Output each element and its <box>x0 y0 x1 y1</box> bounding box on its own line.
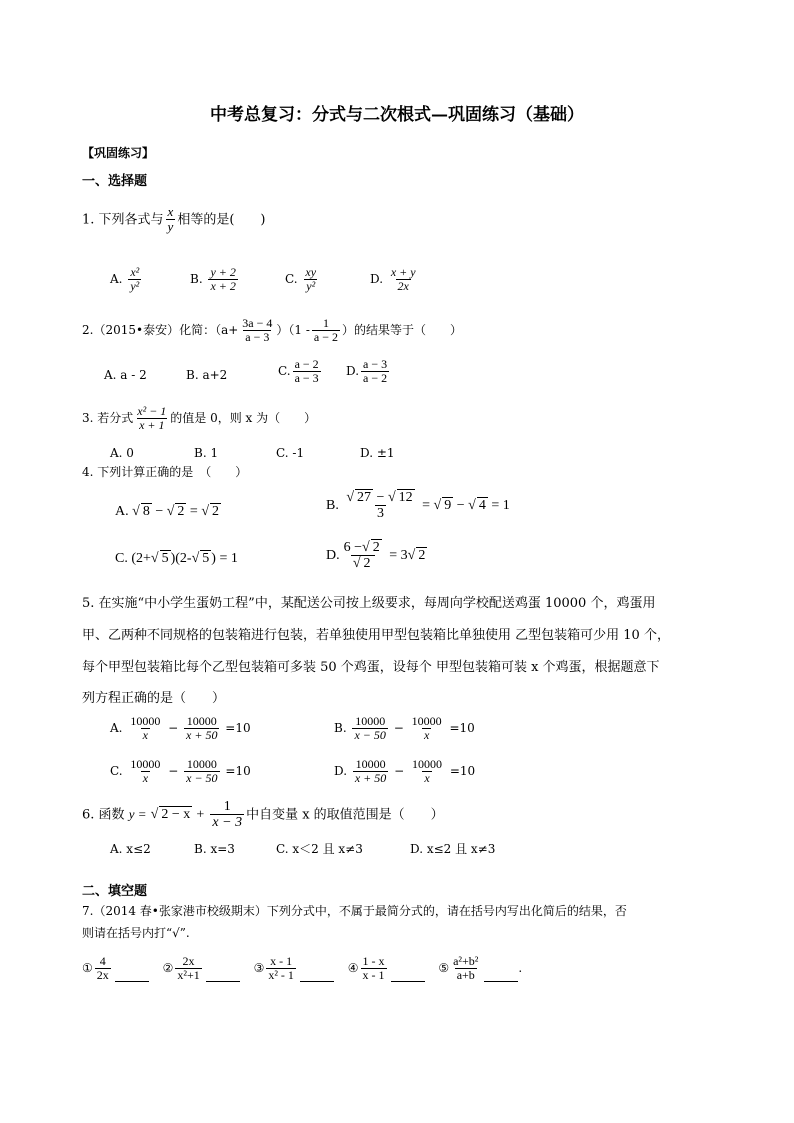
q5-a-n1: 10000 <box>130 714 161 728</box>
q4-option-c <box>115 552 238 566</box>
q1-b-frac <box>208 266 237 293</box>
q7-items <box>82 955 522 982</box>
q5-b-label: B. <box>334 721 347 736</box>
q6-stem-pre: 6. 函数 <box>82 807 125 823</box>
q2-frac1-den: a − 3 <box>245 330 270 345</box>
q5-b-n2: 10000 <box>411 714 442 728</box>
q1-b-den: x + 2 <box>210 279 236 294</box>
q5-b-frac2 <box>410 715 444 742</box>
q5-d-label: D. <box>334 764 348 779</box>
q1-d-frac <box>389 266 418 293</box>
sqrt-icon <box>388 490 396 505</box>
q3-option-d: D. ±1 <box>360 446 395 460</box>
q4-d-num <box>342 540 384 555</box>
minus-sign: − <box>393 721 404 736</box>
q2-d-frac <box>361 358 389 385</box>
question-4: 4. 下列计算正确的是 （ ） <box>82 465 248 479</box>
q7-frac-4 <box>361 955 387 982</box>
q7-den-3: x² - 1 <box>268 968 294 983</box>
q2-option-d <box>346 358 391 385</box>
q5-c-d2: x − 50 <box>186 771 218 786</box>
q2-stem-pre: 2.（2015•泰安）化简：（a+ <box>82 323 239 338</box>
q5-a-rhs: =10 <box>225 721 251 736</box>
answer-blank[interactable] <box>300 981 334 982</box>
q4-d-result-pre: = 3 <box>389 548 408 564</box>
q4-a-rad2: 2 <box>177 504 185 519</box>
q5-option-a <box>110 715 251 742</box>
q7-num-1: 4 <box>99 954 106 968</box>
q7-item-2 <box>162 954 240 983</box>
q5-a-label: A. <box>110 721 123 736</box>
sqrt-icon <box>408 548 416 563</box>
q3-frac <box>135 405 168 432</box>
q2-option-a: A. a - 2 <box>104 368 147 382</box>
q5-b-n1: 10000 <box>355 714 386 728</box>
q3-stem-pre: 3. 若分式 <box>82 411 134 426</box>
q4-b-label: B. <box>326 498 339 514</box>
q4-d-den-rad: 2 <box>363 556 371 572</box>
q5-d-frac2 <box>410 758 444 785</box>
q5-a-d2: x + 50 <box>186 728 218 743</box>
q1-stem-post: 相等的是( ) <box>177 212 266 228</box>
q7-item-1 <box>82 954 149 983</box>
q5-c-d1: x <box>142 771 149 786</box>
q7-frac-3 <box>266 955 296 982</box>
q5-d-frac1 <box>353 758 388 785</box>
minus-sign: − <box>168 764 179 779</box>
q5-c-label: C. <box>110 764 123 779</box>
q4-b-result: = 1 <box>491 498 510 514</box>
q2-frac1-num: 3a − 4 <box>242 316 273 330</box>
q2-c-den: a − 3 <box>294 371 319 386</box>
q6-stem-post: 中自变量 x 的取值范围是（ ） <box>246 807 444 823</box>
q1-d-den: 2x <box>397 279 409 294</box>
minus-sign: − <box>394 764 405 779</box>
q4-c-label: C. <box>115 551 128 566</box>
q1-num: x <box>167 204 174 219</box>
q7-den-5: a+b <box>456 968 475 983</box>
q1-fraction <box>166 205 176 235</box>
q5-a-n2: 10000 <box>186 714 217 728</box>
answer-blank[interactable] <box>115 981 149 982</box>
q5-c-frac1 <box>128 758 162 785</box>
q3-den: x + 1 <box>139 418 165 433</box>
q5-option-d <box>334 758 475 785</box>
sqrt-icon <box>201 504 209 519</box>
minus-sign: − <box>168 721 179 736</box>
q1-a-frac <box>128 266 141 293</box>
q1-den: y <box>167 219 174 235</box>
minus-sign: − <box>155 504 164 519</box>
q1-c-frac <box>303 266 318 293</box>
answer-blank[interactable] <box>206 981 240 982</box>
q7-mark-4: ④ <box>347 961 359 976</box>
q7-frac-1 <box>95 955 111 982</box>
q6-frac <box>210 799 244 831</box>
q5-d-d1: x + 50 <box>354 771 387 786</box>
q7-num-3: x - 1 <box>270 954 293 968</box>
q2-d-num: a − 3 <box>363 357 388 371</box>
q1-d-num: x + y <box>390 265 416 279</box>
q2-stem-mid: ）（1 - <box>276 323 310 338</box>
q6-option-a: A. x≤2 <box>110 842 151 856</box>
sqrt-icon <box>151 807 159 822</box>
q2-option-b: B. a+2 <box>186 368 228 382</box>
q4-option-d <box>326 540 427 572</box>
q4-b-rad3: 9 <box>444 498 452 514</box>
q5-b-d1: x − 50 <box>354 728 386 743</box>
q3-option-c: C. -1 <box>276 446 305 460</box>
q7-num-2: 2x <box>182 954 195 968</box>
q2-c-frac <box>293 358 321 385</box>
q5-b-d2: x <box>423 728 430 743</box>
q5-a-d1: x <box>142 728 148 743</box>
q7-mark-5: ⑤ <box>438 961 450 976</box>
answer-blank[interactable] <box>391 981 425 982</box>
minus-sign: − <box>456 498 465 514</box>
q5-c-n2: 10000 <box>186 757 217 771</box>
q2-frac1 <box>240 317 274 344</box>
q5-line-4: 列方程正确的是（ ） <box>82 691 226 706</box>
q5-option-b <box>334 715 475 742</box>
q6-radicand: 2 − x <box>161 807 191 823</box>
q4-a-label: A. <box>115 504 129 519</box>
q3-option-b: B. 1 <box>194 446 219 460</box>
q7-mark-1: ① <box>82 961 93 976</box>
q1-b-label: B. <box>190 272 203 287</box>
q4-a-rad3: 2 <box>212 504 219 519</box>
section-heading-fill: 二、填空题 <box>82 884 148 899</box>
q5-line-2: 甲、乙两种不同规格的包装箱进行包装，若单独使用甲型包装箱比单独使用 乙型包装箱可少用 10 个， <box>82 628 670 643</box>
q6-option-c: C. x＜2 且 x≠3 <box>276 842 363 856</box>
q6-option-d: D. x≤2 且 x≠3 <box>410 842 496 856</box>
q5-d-d2: x <box>424 771 430 786</box>
q6-num: 1 <box>223 799 231 814</box>
q4-a-rad1: 8 <box>142 504 150 519</box>
sqrt-icon <box>434 498 442 513</box>
q5-a-frac1 <box>128 715 162 742</box>
q1-option-b <box>190 266 240 293</box>
q2-d-den: a − 2 <box>363 371 388 386</box>
q1-b-num: y + 2 <box>210 265 236 279</box>
q4-d-result-rad: 2 <box>418 548 426 564</box>
page-title: 中考总复习：分式与二次根式—巩固练习（基础） <box>210 105 584 125</box>
q6-option-b: B. x=3 <box>194 842 235 856</box>
q7-line-1: 7.（2014 春•张家港市校级期末）下列分式中，不属于最简分式的，请在括号内写出化简后的结果，否 <box>82 904 627 918</box>
q1-c-label: C. <box>285 272 298 287</box>
q2-stem-post: ）的结果等于（ ） <box>341 323 462 338</box>
q1-option-c <box>285 266 320 293</box>
q7-mark-2: ② <box>162 961 174 976</box>
q4-b-num: √ 27 − √ 12 <box>344 490 416 505</box>
q3-stem-post: 的值是 0，则 x 为（ ） <box>170 411 317 426</box>
q7-num-4: 1 - x <box>362 954 385 968</box>
q1-c-den: y² <box>306 279 316 294</box>
q1-a-num: x² <box>130 265 140 279</box>
q5-c-frac2 <box>184 758 219 785</box>
q7-den-1: 2x <box>96 968 109 983</box>
q2-c-num: a − 2 <box>294 357 319 371</box>
q4-c-rad2: 5 <box>202 551 210 566</box>
q2-frac2 <box>312 317 340 344</box>
answer-blank[interactable] <box>484 981 518 982</box>
q7-item-3 <box>253 954 334 983</box>
q7-den-2: x²+1 <box>177 968 200 983</box>
q1-option-a <box>110 266 143 293</box>
q7-den-4: x - 1 <box>362 968 385 983</box>
sqrt-icon <box>167 504 175 519</box>
equals-sign: = <box>422 498 431 514</box>
q4-d-num-rad: 2 <box>372 540 380 555</box>
q7-mark-3: ③ <box>253 961 265 976</box>
q5-d-n1: 10000 <box>355 757 386 771</box>
q1-a-den: y² <box>130 279 140 294</box>
q1-stem-pre: 1. 下列各式与 <box>82 212 164 228</box>
q5-c-rhs: =10 <box>225 764 251 779</box>
q4-d-num-pre: 6 − <box>343 540 363 555</box>
question-1 <box>82 205 265 235</box>
q7-num-5: a²+b² <box>453 954 479 968</box>
q2-frac2-num: 1 <box>322 316 329 330</box>
question-6 <box>82 799 444 831</box>
q5-b-rhs: =10 <box>449 721 475 736</box>
q5-d-rhs: =10 <box>449 764 476 779</box>
section-heading-choice: 一、选择题 <box>82 174 148 189</box>
q7-item-5 <box>438 954 523 983</box>
q7-item-4 <box>347 954 425 983</box>
question-3 <box>82 405 316 432</box>
sqrt-icon <box>346 490 354 505</box>
q4-b-rad1: 27 <box>357 490 372 505</box>
q4-d-den <box>351 555 375 571</box>
q2-frac2-den: a − 2 <box>313 330 338 345</box>
q2-c-label: C. <box>278 364 291 379</box>
sqrt-icon <box>353 556 361 571</box>
q6-den: x − 3 <box>212 815 243 831</box>
q4-c-rad1: 5 <box>161 551 169 566</box>
q7-frac-5 <box>451 955 480 982</box>
sqrt-icon <box>468 498 476 513</box>
q4-c-post: ) = 1 <box>211 551 238 566</box>
q7-frac-2 <box>175 955 201 982</box>
q4-d-frac <box>342 540 384 572</box>
q4-option-b <box>326 490 510 522</box>
q4-b-rad4: 4 <box>478 498 486 514</box>
q7-end: . <box>518 961 523 976</box>
q1-option-d <box>370 266 420 293</box>
q5-line-3: 每个甲型包装箱比每个乙型包装箱可多装 50 个鸡蛋，设每个 甲型包装箱可装 x 个鸡蛋，根据题意下 <box>82 660 660 675</box>
q4-d-label: D. <box>326 548 340 564</box>
sqrt-icon <box>192 551 200 566</box>
q5-option-c <box>110 758 251 785</box>
sqrt-icon <box>132 504 140 519</box>
q6-plus: + <box>196 807 205 823</box>
sqrt-icon <box>151 551 159 566</box>
q5-d-n2: 10000 <box>412 757 442 771</box>
q2-d-label: D. <box>346 364 360 379</box>
q2-option-c <box>278 358 323 385</box>
sqrt-icon <box>362 540 370 555</box>
q5-line-1: 5. 在实施“中小学生蛋奶工程”中，某配送公司按上级要求，每周向学校配送鸡蛋 10000 个，鸡蛋用 <box>82 596 656 611</box>
question-2 <box>82 317 462 344</box>
section-tag: 【巩固练习】 <box>82 146 155 160</box>
equals-sign: = <box>189 504 198 519</box>
q4-b-frac <box>344 490 416 522</box>
q3-num: x² − 1 <box>137 404 167 418</box>
q4-c-mid: )(2- <box>170 551 192 566</box>
q1-a-label: A. <box>110 272 123 287</box>
q4-b-rad2: 12 <box>398 490 413 505</box>
q5-b-frac1 <box>352 715 387 742</box>
q1-d-label: D. <box>370 272 384 287</box>
q7-line-2: 则请在括号内打“√”. <box>82 926 190 940</box>
q4-option-a <box>115 505 221 519</box>
q6-y-eq: y = <box>128 806 147 822</box>
q3-option-a: A. 0 <box>110 446 134 460</box>
q5-a-frac2 <box>184 715 219 742</box>
q5-c-n1: 10000 <box>130 757 161 771</box>
q4-b-den: 3 <box>376 506 384 522</box>
q1-c-num: xy <box>305 265 317 279</box>
q4-c-pre: (2+ <box>131 551 151 566</box>
